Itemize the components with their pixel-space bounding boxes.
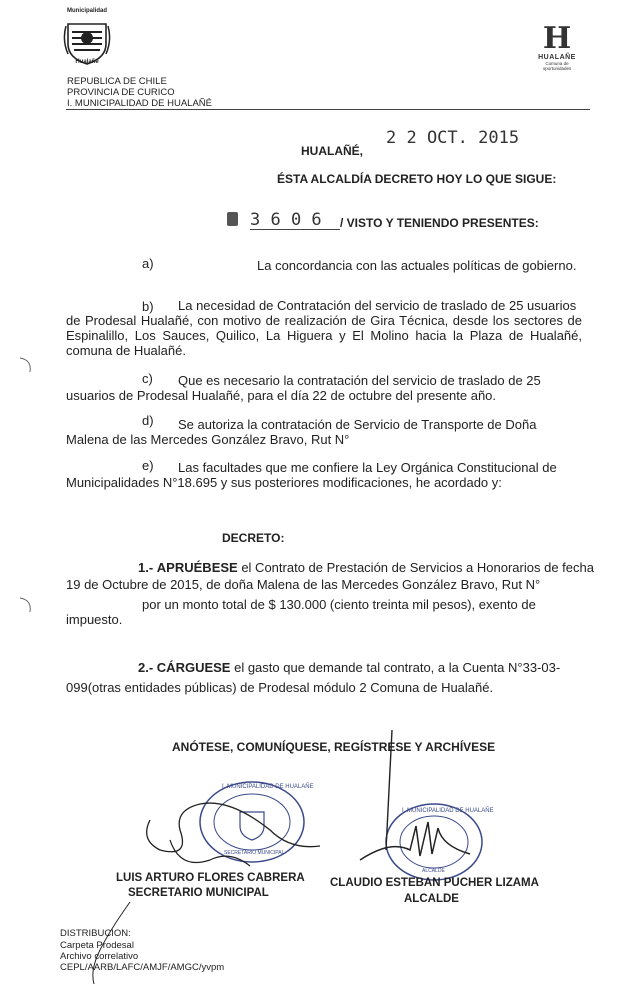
secretary-title: SECRETARIO MUNICIPAL (128, 887, 269, 899)
crest-bottom-text: Hualañe (75, 59, 99, 65)
secretary-seal-text: I. MUNICIPALIDAD DE HUALAÑE (222, 784, 314, 790)
consideration-e-text: Municipalidades N°18.695 y sus posteriores modificaciones, he acordado y: (66, 475, 502, 490)
number-stamp-mark (227, 212, 238, 226)
article-1-number: 1.- (138, 560, 154, 575)
header-line-3: I. MUNICIPALIDAD DE HUALAÑÉ (67, 98, 212, 109)
consideration-e-letter: e) (142, 458, 154, 473)
mayor-seal-bottom: ALCALDE (422, 868, 445, 874)
consideration-e-first-line: Las facultades que me confiere la Ley Orgánica Constitucional de (178, 460, 557, 475)
article-1-text: el Contrato de Prestación de Servicios a Honorarios de fecha (237, 560, 594, 575)
consideration-c-text: usuarios de Prodesal Hualañé, para el día 22 de octubre del presente año. (66, 388, 497, 403)
article-1-line-2: 19 de Octubre de 2015, de doña Malena de las Mercedes González Bravo, Rut N° (66, 577, 541, 592)
number-underline (250, 229, 340, 230)
consideration-a-text: La concordancia con las actuales políticas de gobierno. (257, 258, 577, 273)
logo-name: HUALAÑE (538, 54, 576, 61)
closing-formula: ANÓTESE, COMUNÍQUESE, REGÍSTRESE Y ARCHÍVESE (172, 740, 496, 754)
intro-heading: ÉSTA ALCALDÍA DECRETO HOY LO QUE SIGUE: (277, 172, 557, 186)
consideration-c-first-line: Que es necesario la contratación del servicio de traslado de 25 (178, 373, 541, 388)
consideration-b-first-line: La necesidad de Contratación del servicio de traslado de 25 usuarios (178, 298, 577, 313)
consideration-d-first-line: Se autoriza la contratación de Servicio de Transporte de Doña (178, 417, 537, 432)
distribution-item: CEPL/AARB/LAFC/AMJF/AMGC/yvpm (60, 962, 225, 973)
date-stamp: 2 2 OCT. 2015 (386, 128, 520, 148)
mayor-signature (350, 730, 490, 900)
article-1-line-3: por un monto total de $ 130.000 (ciento treinta mil pesos), exento de (142, 597, 536, 612)
secretary-seal-bottom: SECRETARIO MUNICIPAL (224, 850, 285, 856)
article-2-verb: CÁRGUESE (156, 660, 231, 675)
hole-punch-mark (18, 356, 34, 374)
article-2-text: el gasto que demande tal contrato, a la Cuenta N°33-03- (230, 660, 561, 675)
distribution-initials-mark (80, 900, 140, 986)
place-name: HUALAÑÉ, (301, 144, 363, 158)
article-1-verb: APRUÉBESE (156, 560, 238, 575)
article-2-number: 2.- (138, 660, 154, 675)
mayor-title: ALCALDE (404, 893, 459, 905)
crest-top-text: Municipalidad (66, 8, 107, 14)
consideration-d-text: Malena de las Mercedes González Bravo, Rut N° (66, 432, 350, 447)
consideration-c-letter: c) (142, 371, 153, 386)
header-line-2: PROVINCIA DE CURICO (67, 87, 175, 98)
hole-punch-mark (18, 596, 34, 614)
consideration-b-letter: b) (142, 299, 154, 314)
distribution-item: Archivo correlativo (60, 951, 139, 962)
decree-number: 3 6 0 6 (250, 210, 322, 230)
article-1-first-line (138, 560, 594, 575)
article-2-first-line (138, 660, 584, 675)
consideration-a-letter: a) (142, 256, 154, 271)
distribution-title: DISTRIBUCION: (60, 928, 131, 939)
mayor-name: CLAUDIO ESTEBAN PUCHER LIZAMA (330, 877, 539, 889)
consideration-b-text: de Prodesal Hualañé, con motivo de realización de Gira Técnica, desde los sectores de Espinalillo, Los Sauces, Quilico, La Higuera y El Molino hacia la Plaza de Hualañé, comuna de Hualañé. (66, 313, 582, 358)
consideration-d-letter: d) (142, 413, 154, 428)
secretary-name: LUIS ARTURO FLORES CABRERA (116, 872, 305, 884)
mayor-seal-text: I. MUNICIPALIDAD DE HUALAÑE (402, 808, 494, 814)
header-line-1: REPUBLICA DE CHILE (67, 76, 167, 87)
logo-letter: H (542, 21, 572, 56)
decreto-heading: DECRETO: (222, 531, 285, 545)
article-1-line-4: impuesto. (66, 612, 123, 627)
header-divider (66, 109, 590, 110)
hualane-logo (532, 21, 582, 76)
article-2-line-2: 099(otras entidades públicas) de Prodesal módulo 2 Comuna de Hualañé. (66, 680, 494, 695)
visto-heading: / VISTO Y TENIENDO PRESENTES: (340, 216, 539, 230)
distribution-item: Carpeta Prodesal (60, 940, 134, 951)
logo-tagline: Comuna de oportunidades (542, 61, 572, 71)
